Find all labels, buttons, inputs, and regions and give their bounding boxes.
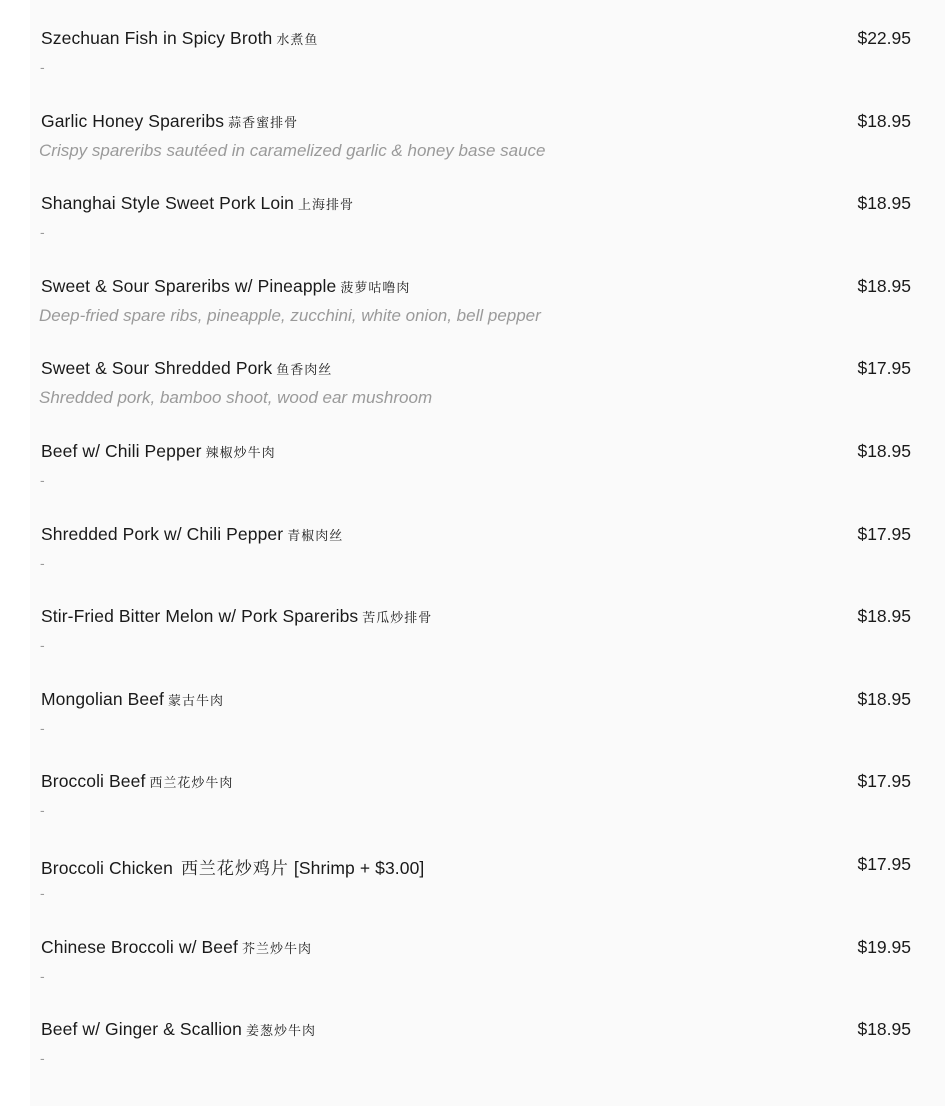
item-name-english: Sweet & Sour Spareribs w/ Pineapple	[41, 275, 337, 296]
item-name-chinese: 上海排骨	[298, 197, 355, 213]
menu-item[interactable]	[30, 743, 945, 826]
item-name-english: Mongolian Beef	[41, 688, 165, 709]
item-description: Crispy spareribs sautéed in caramelized garlic & honey base sauce	[39, 140, 546, 160]
menu-item[interactable]	[30, 826, 945, 909]
menu-item[interactable]	[30, 330, 945, 413]
item-description: -	[40, 967, 45, 984]
item-extra-option: [Shrimp + $3.00]	[288, 857, 425, 878]
item-price: $18.95	[857, 193, 911, 214]
item-name-english: Broccoli Beef	[41, 771, 146, 792]
menu-item[interactable]	[30, 991, 945, 1074]
item-name-chinese: 西兰花炒牛肉	[149, 775, 234, 791]
item-name	[41, 28, 318, 49]
item-name-english: Sweet & Sour Shredded Pork	[41, 358, 273, 379]
item-name-chinese: 苦瓜炒排骨	[362, 610, 433, 626]
item-price: $18.95	[857, 606, 911, 627]
menu-item[interactable]	[30, 83, 945, 166]
item-name-english: Shredded Pork w/ Chili Pepper	[41, 523, 284, 544]
menu-item[interactable]	[30, 578, 945, 661]
item-name-english: Szechuan Fish in Spicy Broth	[41, 28, 273, 48]
item-price: $17.95	[857, 523, 911, 544]
item-description: -	[40, 802, 45, 819]
item-description: -	[40, 59, 45, 75]
item-name-english: Stir-Fried Bitter Melon w/ Pork Spareribs	[41, 606, 359, 627]
item-name	[41, 854, 424, 879]
item-name	[41, 276, 410, 297]
menu-section	[30, 0, 945, 1106]
item-name	[41, 358, 332, 379]
item-name	[41, 524, 343, 545]
item-description: -	[40, 224, 45, 241]
item-price: $17.95	[857, 358, 911, 379]
item-name-chinese: 芥兰炒牛肉	[241, 940, 312, 956]
item-name-english: Broccoli Chicken	[41, 857, 173, 878]
item-description: Shredded pork, bamboo shoot, wood ear mushroom	[39, 388, 433, 408]
item-description: -	[40, 1050, 45, 1067]
item-name-english: Beef w/ Ginger & Scallion	[41, 1019, 242, 1040]
item-price: $18.95	[857, 440, 911, 461]
menu-item[interactable]	[30, 496, 945, 579]
item-name-chinese: 菠萝咕噜肉	[340, 279, 411, 295]
item-price: $17.95	[857, 853, 911, 874]
item-description: -	[40, 884, 45, 901]
item-name-chinese: 西兰花炒鸡片	[180, 858, 289, 878]
item-name-chinese: 辣椒炒牛肉	[205, 444, 276, 460]
item-name	[41, 193, 354, 214]
item-name	[41, 111, 298, 132]
item-name-chinese: 蒙古牛肉	[168, 692, 225, 708]
item-description: -	[40, 471, 45, 488]
item-price: $18.95	[857, 275, 911, 296]
item-name-chinese: 姜葱炒牛肉	[245, 1023, 316, 1039]
item-name-english: Shanghai Style Sweet Pork Loin	[41, 193, 295, 214]
item-description: Deep-fried spare ribs, pineapple, zucchini, white onion, bell pepper	[39, 305, 541, 325]
item-name	[41, 441, 276, 462]
item-name-english: Garlic Honey Spareribs	[41, 110, 225, 131]
item-name	[41, 606, 432, 627]
menu-item[interactable]	[30, 248, 945, 331]
item-name-chinese: 蒜香蜜排骨	[228, 114, 299, 130]
menu-item[interactable]	[30, 909, 945, 992]
item-name	[41, 689, 224, 710]
item-name-chinese: 青椒肉丝	[287, 527, 344, 543]
item-price: $18.95	[857, 110, 911, 131]
menu-item[interactable]	[30, 0, 945, 83]
menu-item[interactable]	[30, 413, 945, 496]
item-price: $22.95	[857, 28, 911, 48]
item-description: -	[40, 637, 45, 654]
item-name-chinese: 鱼香肉丝	[276, 362, 333, 378]
item-name	[41, 1019, 316, 1040]
item-price: $18.95	[857, 1019, 911, 1040]
item-name	[41, 937, 312, 958]
item-price: $19.95	[857, 936, 911, 957]
item-description: -	[40, 554, 45, 571]
menu-item[interactable]	[30, 661, 945, 744]
item-price: $17.95	[857, 771, 911, 792]
item-name-english: Beef w/ Chili Pepper	[41, 440, 202, 461]
item-price: $18.95	[857, 688, 911, 709]
item-name-chinese: 水煮鱼	[276, 32, 319, 47]
menu-item[interactable]	[30, 165, 945, 248]
item-description: -	[40, 719, 45, 736]
item-name-english: Chinese Broccoli w/ Beef	[41, 936, 238, 957]
item-name	[41, 771, 233, 792]
menu-list	[30, 0, 945, 1074]
